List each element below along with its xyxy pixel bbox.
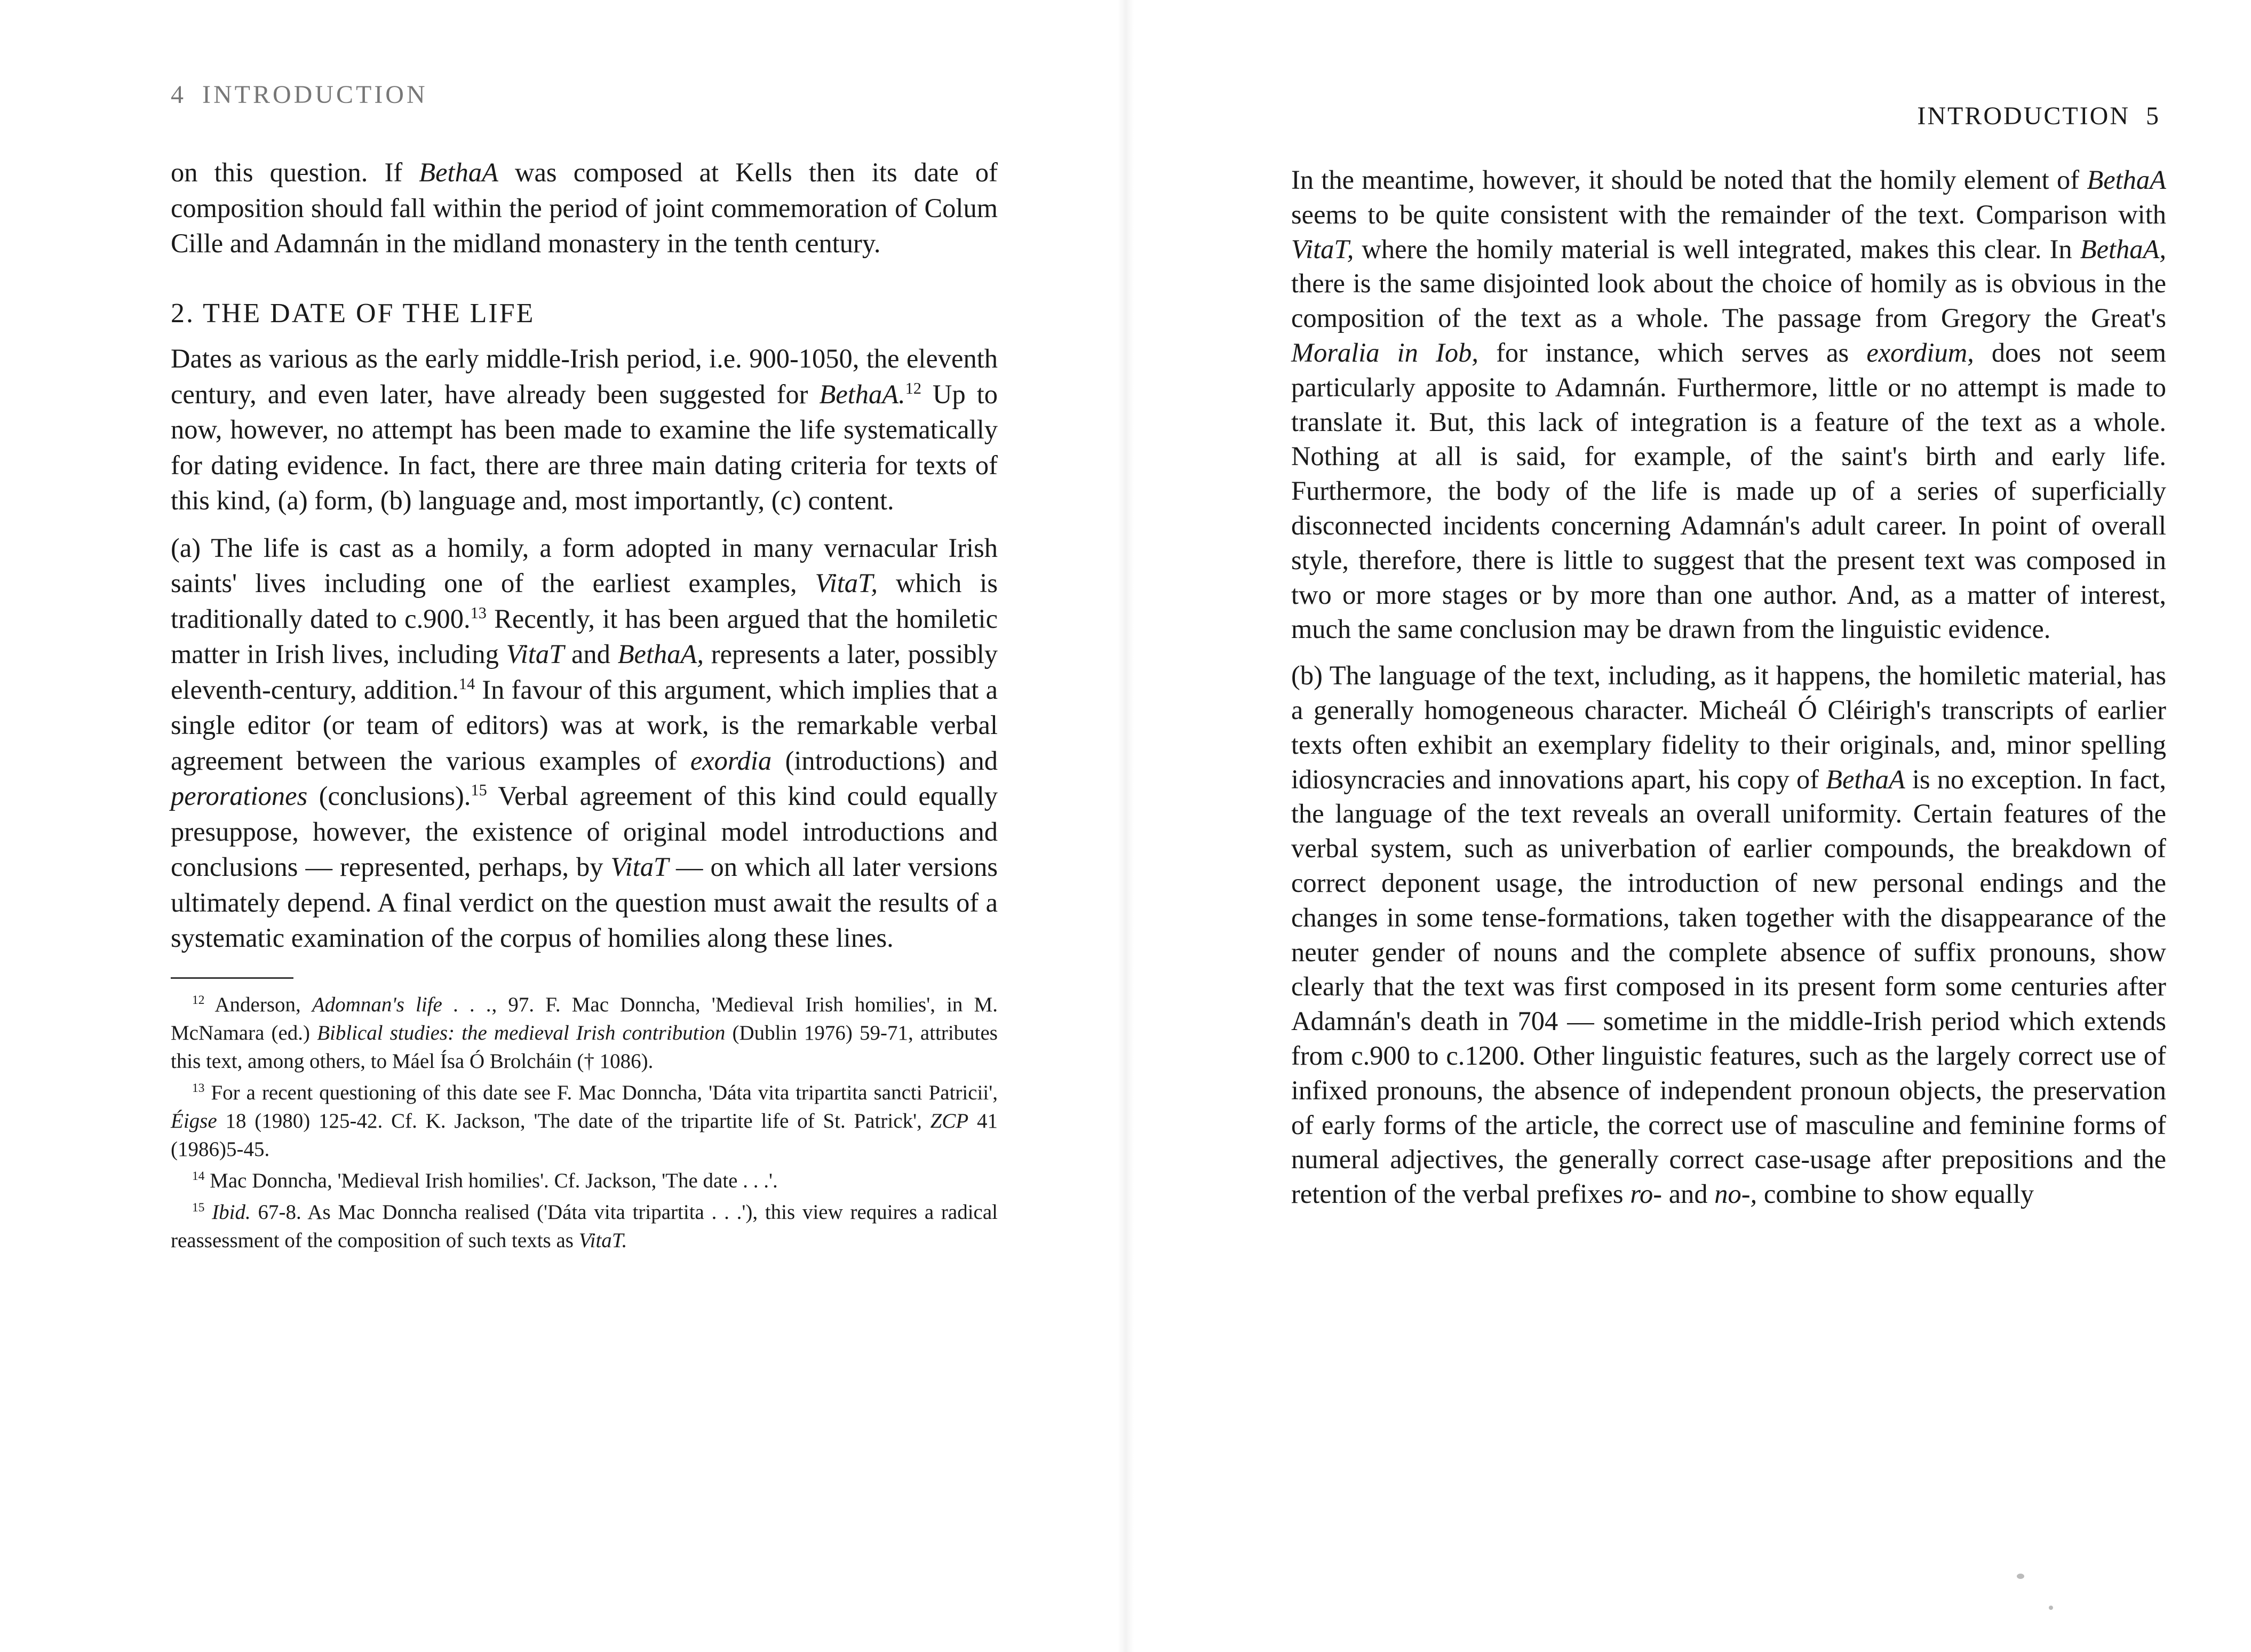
footnote-divider — [171, 977, 293, 979]
right-paragraph-2: (b) The language of the text, including, as it happens, the homiletic material, has a generally homogeneous character. Micheál Ó Cléirigh's transcripts of earlier texts often exhibit an exemplary fidelity to their originals, and, minor spelling idiosyncracies and innovations apart, his copy of BethaA is no exception. In fact, the language of the text reveals an overall uniformity. Certain features of the verbal system, such as univerbation of earlier compounds, the breakdown of correct deponent usage, the introduction of new personal endings and the changes in some tense-formations, taken together with the disappearance of the neuter gender of nouns and the complete absence of suffix pronouns, show clearly that the text was first composed in its present form some centuries after Adamnán's death in 704 — sometime in the middle-Irish period which extends from c.900 to c.1200. Other linguistic features, such as the largely correct use of infixed pronouns, the absence of independent pronoun objects, the preservation of early forms of the article, the correct use of masculine and feminine forms of numeral adjectives, the generally correct case-usage after prepositions and the retention of the verbal prefixes ro- and no-, combine to show equally — [1291, 660, 2166, 1209]
left-folio: 4 — [171, 81, 186, 109]
left-page — [0, 0, 1110, 1652]
section-number: 2. — [171, 298, 195, 329]
right-running-head — [1917, 101, 2160, 131]
right-running-title: INTRODUCTION — [1917, 102, 2130, 130]
footnote-13: $^{13}$ For a recent questioning of this date see F. Mac Donncha, 'Dáta vita tripartita sancti Patricii', Éigse 18 (1980) 125-42. Cf. K. Jackson, 'The date of the tripartite life of St. Patrick', ZCP 41 (1986)5-45. — [171, 1081, 998, 1161]
footnote-15: $^{15}$ Ibid. 67-8. As Mac Donncha realised ('Dáta vita tripartita . . .'), this view requires a radical reassessment of the composition of such texts as VitaT. — [171, 1200, 998, 1252]
left-paragraph-1: Dates as various as the early middle-Irish period, i.e. 900-1050, the eleventh century, and even later, have already been suggested for BethaA.$^{12}$ Up to now, however, no attempt has been made to examine the life systematically for dating evidence. In fact, there are three main dating criteria for texts of this kind, (a) form, (b) language and, most importantly, (c) content. — [171, 344, 998, 515]
footnote-14: $^{14}$ Mac Donncha, 'Medieval Irish homilies'. Cf. Jackson, 'The date . . .'. — [192, 1169, 778, 1192]
left-continued-paragraph: on this question. If BethaA was composed at Kells then its date of composition should fall within the period of joint commemoration of Colum Cille and Adamnán in the midland monastery in the tenth century. — [171, 157, 998, 258]
left-text-block — [171, 155, 998, 1258]
footnote-ref-12: 12 — [905, 379, 922, 397]
footnotes — [171, 991, 998, 1255]
right-page — [1131, 0, 2251, 1652]
right-text-block — [1291, 163, 2166, 1223]
section-heading — [171, 296, 998, 332]
scan-speck — [2017, 1574, 2024, 1579]
footnote-ref-14: 14 — [458, 674, 475, 693]
footnote-12: $^{12}$ Anderson, Adomnan's life . . ., 97. F. Mac Donncha, 'Medieval Irish homilies', in M. McNamara (ed.) Biblical studies: the medieval Irish contribution (Dublin 1976) 59-71, attributes this text, among others, to Máel Ísa Ó Brolcháin († 1086). — [171, 993, 998, 1073]
left-running-head — [171, 80, 428, 109]
section-title: THE DATE OF THE LIFE — [203, 298, 535, 329]
right-folio: 5 — [2146, 102, 2160, 130]
footnote-ref-15: 15 — [471, 781, 487, 800]
scan-speck — [2049, 1606, 2053, 1610]
left-paragraph-2: (a) The life is cast as a homily, a form adopted in many vernacular Irish saints' lives including one of the earliest examples, VitaT, which is traditionally dated to c.900.13 Recently, it has been argued that the homiletic matter in Irish lives, including VitaT and BethaA, represents a later, possibly eleventh-century, addition.$^{14}$ In favour of this argument, which implies that a single editor (or team of editors) was at work, is the remarkable verbal agreement between the various examples of exordia (introductions) and perorationes (conclusions).$^{15}$ Verbal agreement of this kind could equally presuppose, however, the existence of original model introductions and conclusions — represented, perhaps, by VitaT — on which all later versions ultimately depend. A final verdict on the question must await the results of a systematic examination of the corpus of homilies along these lines. — [171, 532, 998, 953]
left-running-title: INTRODUCTION — [202, 81, 428, 109]
right-paragraph-1: In the meantime, however, it should be noted that the homily element of BethaA seems to be quite consistent with the remainder of the text. Comparison with VitaT, where the homily material is well integrated, makes this clear. In BethaA, there is the same disjointed look about the choice of homily as is obvious in the composition of the text as a whole. The passage from Gregory the Great's Moralia in Iob, for instance, which serves as exordium, does not seem particularly apposite to Adamnán. Furthermore, little or no attempt is made to translate it. But, this lack of integration is a feature of the text as a whole. Nothing at all is said, for example, of the saint's birth and early life. Furthermore, the body of the life is made up of a series of superficially disconnected incidents concerning Adamnán's adult career. In point of overall style, therefore, there is little to suggest that the present text was composed in two or more stages or by more than one author. And, as a matter of interest, much the same conclusion may be drawn from the linguistic evidence. — [1291, 165, 2166, 644]
footnote-ref-13: 13 — [470, 603, 487, 622]
